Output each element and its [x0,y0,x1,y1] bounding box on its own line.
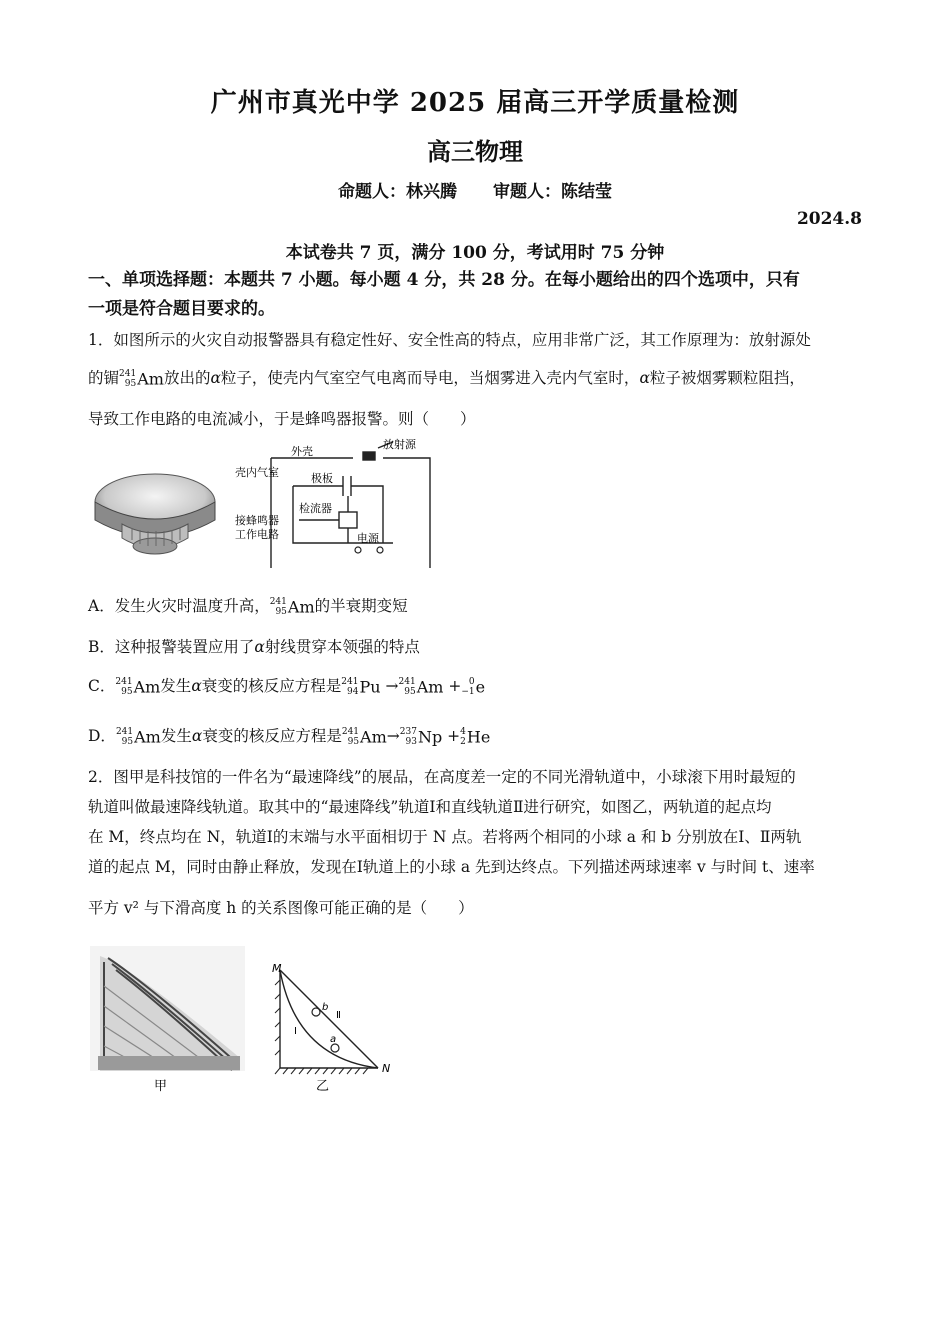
alpha-symbol: α [639,369,650,387]
label-yi: 乙 [316,1079,330,1094]
am-symbol: Am [133,677,161,697]
q1-text: 粒子被烟雾颗粒阻挡， [649,369,805,387]
pu-nuclide [341,677,380,697]
label-plate: 极板 [311,472,333,485]
q2-line4: 道的起点 M，同时由静止释放，发现在Ⅰ轨道上的小球 a 先到达终点。下列描述两球速率 v 与时间 t、速率 [88,858,815,876]
option-text: B．这种报警装置应用了 [88,638,255,656]
author-label: 命题人：林兴腾 [338,182,457,202]
arrow: → [386,727,400,745]
q1-line1: 1．如图所示的火灾自动报警器具有稳定性好、安全性高的特点，应用非常广泛，其工作原理为：放射源处 [88,331,811,349]
label-n: N [382,1062,391,1075]
am-nuclide [399,677,444,697]
am-mass: 241 [341,727,360,737]
am-nuclide [116,727,161,747]
label-shell: 外壳 [291,445,313,458]
alpha-symbol: α [254,638,265,656]
q1-option-a [88,594,408,617]
am-mass: 241 [398,677,416,687]
section-heading [88,266,864,324]
np-nuclide [400,727,442,747]
am-z: 95 [404,687,416,697]
am-z: 95 [275,607,287,617]
am-nuclide [119,369,164,389]
option-text: 衰变的核反应方程是 [201,677,342,695]
q1-line3: 导致工作电路的电流减小，于是蜂鸣器报警。则（ ） [88,410,476,428]
label-jia: 甲 [154,1079,168,1094]
q2-line2: 轨道叫做最速降线轨道。取其中的“最速降线”轨道Ⅰ和直线轨道Ⅱ进行研究，如图乙，两轨道的起点均 [88,798,772,816]
q2-line3: 在 M，终点均在 N，轨道Ⅰ的末端与水平面相切于 N 点。若将两个相同的小球 a 和 b 分别放在Ⅰ、Ⅱ两轨 [88,828,802,846]
label-m: M [272,962,282,975]
option-text: A．发生火灾时温度升高， [88,597,270,615]
section-heading-line1: 一、单项选择题：本题共 7 小题。每小题 4 分，共 28 分。在每小题给出的四个选项中，只有 [88,270,800,290]
am-mass: 241 [115,727,134,737]
alpha-symbol: α [191,727,203,745]
np-z: 93 [405,737,417,747]
am-nuclide [342,727,387,747]
e-mass: 0 [468,677,475,687]
am-z: 95 [347,737,360,747]
am-symbol: Am [287,597,315,617]
label-power: 电源 [357,532,379,545]
am-z: 95 [121,687,133,697]
page-title: 广州市真光中学 2025 届高三开学质量检测 [210,88,740,118]
e-z: −1 [461,687,475,697]
option-text: 的半衰期变短 [314,597,408,615]
label-source: 放射源 [383,438,416,451]
exhibit-photo-jia [90,946,245,1094]
am-mass: 241 [119,369,137,379]
authors-line [0,177,950,202]
section-heading-line2: 一项是符合题目要求的。 [88,299,275,319]
am-mass: 241 [269,597,287,607]
np-mass: 237 [399,727,417,737]
he-z: 2 [460,737,466,747]
label-track-ii: Ⅱ [336,1010,341,1021]
power-terminal [377,547,383,553]
am-mass: 241 [115,677,133,687]
track-II-line [280,970,378,1068]
he-nuclide [460,727,490,747]
q1-text: 放出的 [163,369,211,387]
q1-text: 的镅 [88,369,120,387]
am-symbol: Am [416,677,444,697]
ball-b [312,1008,320,1016]
am-symbol: Am [137,369,164,389]
plus: + [448,677,462,695]
np-symbol: Np [417,727,443,747]
exam-info: 本试卷共 7 页，满分 100 分，考试用时 75 分钟 [285,243,665,263]
option-text: C． [88,677,116,695]
label-buzzer2: 工作电路 [235,528,279,541]
am-z: 95 [124,379,137,389]
e-symbol: e [475,677,486,697]
reviewer-label: 审题人：陈结莹 [493,182,612,202]
track-diagram-yi [266,960,406,1094]
pu-z: 94 [347,687,359,697]
q1-option-d [88,724,490,747]
label-track-i: Ⅰ [294,1026,297,1037]
option-text: D． [88,727,116,745]
power-terminal [355,547,361,553]
label-buzzer1: 接蜂鸣器 [235,514,279,527]
label-detector: 检流器 [299,502,332,515]
plus: + [447,727,461,745]
option-text: 发生 [160,677,192,695]
ball-a [331,1044,339,1052]
am-nuclide [115,677,160,697]
he-mass: 4 [460,727,466,737]
alarm-circuit-diagram [233,438,443,573]
option-text: 射线贯穿本领强的特点 [264,638,420,656]
pu-mass: 241 [341,677,359,687]
am-symbol: Am [134,727,161,747]
q2-line1: 2．图甲是科技馆的一件名为“最速降线”的展品，在高度差一定的不同光滑轨道中，小球滚下用时最短的 [88,768,796,786]
am-nuclide [270,597,315,617]
alpha-symbol: α [210,369,221,387]
he-symbol: He [466,727,491,747]
page-subtitle: 高三物理 [427,137,523,166]
q1-option-b [88,635,420,657]
exam-date: 2024.8 [796,209,862,229]
q1-text: 粒子，使壳内气室空气电离而导电，当烟雾进入壳内气室时， [220,369,640,387]
label-b: b [322,1002,329,1013]
smoke-detector-image [92,462,218,568]
arrow: → [385,677,399,695]
q2-line5: 平方 v² 与下滑高度 h 的关系图像可能正确的是（ ） [88,899,474,917]
option-text: 发生 [160,727,192,745]
am-z: 95 [121,737,134,747]
electron [461,677,485,697]
q1-option-c [88,674,485,697]
label-chamber: 壳内气室 [235,466,279,479]
pu-symbol: Pu [359,677,381,697]
label-a: a [330,1034,337,1045]
option-text: 衰变的核反应方程是 [202,727,342,745]
am-symbol: Am [360,727,387,747]
alpha-symbol: α [191,677,202,695]
q1-line2 [88,366,805,389]
